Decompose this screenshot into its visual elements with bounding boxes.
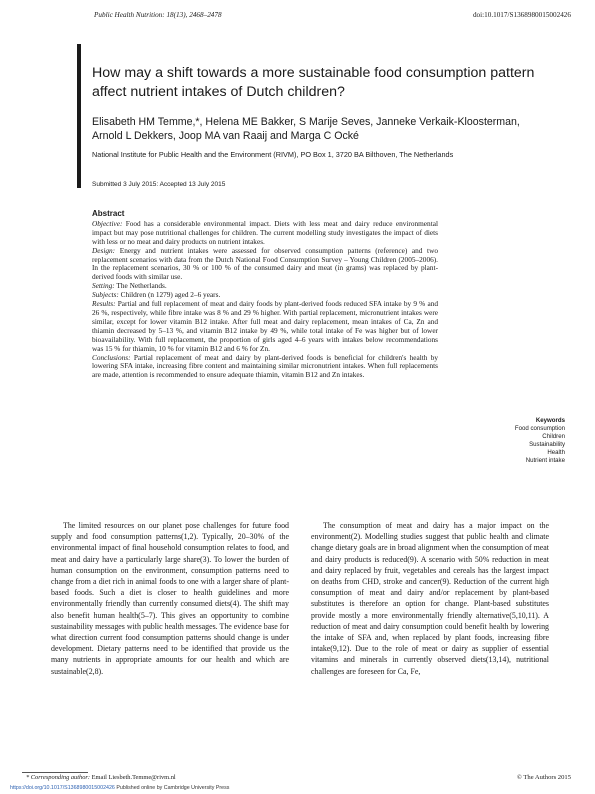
- doi[interactable]: doi:10.1017/S1368980015002426: [472, 11, 571, 19]
- conclusions-label: Conclusions:: [92, 352, 131, 362]
- authors: Elisabeth HM Temme,*, Helena ME Bakker, S Marije Seves, Janneke Verkaik-Kloosterman, Arnold L Dekkers, Joop MA van Raaij and Marga C Ocké: [92, 116, 520, 142]
- submission-dates: Submitted 3 July 2015: Accepted 13 July 2015: [92, 181, 226, 188]
- published-note: Published online by Cambridge University Press: [116, 785, 230, 791]
- subjects-label: Subjects:: [92, 290, 119, 300]
- doi-link[interactable]: https://doi.org/10.1017/S1368980015002426: [10, 785, 115, 791]
- abstract-heading: Abstract: [92, 209, 125, 218]
- article-title: How may a shift towards a more sustainable food consumption pattern affect nutrient intakes of Dutch children?: [92, 65, 535, 100]
- keyword: Food consumption: [514, 425, 565, 432]
- results-text: Partial and full replacement of meat and dairy foods by plant-derived foods reduced SFA intake by 9 % and 26 %, respectively, while fibre intake was 8 % and 29 % higher. With partial replacement, micronutrient intakes were similar, except for lower vitamin B12 intake. After full meat and dairy replacement, mean intakes of Ca, Zn and thiamin decreased by 5–13 %, and vitamin B12 intake by 49 %, while total intake of Fe was higher but of lower bioavailability. With full replacement, the proportion of girls aged 4–6 years with intakes below recommendations was 15 % for thiamin, 10 % for vitamin B12 and 6 % for Zn.: [92, 299, 438, 353]
- footnote-label: * Corresponding author:: [26, 774, 91, 781]
- footnote-email[interactable]: Email Liesbeth.Temme@rivm.nl: [91, 774, 176, 781]
- body-column-right: [311, 520, 549, 677]
- journal-citation: Public Health Nutrition: 18(13), 2468–2478: [94, 11, 222, 19]
- body-column-left: [51, 520, 289, 677]
- copyright: © The Authors 2015: [516, 774, 571, 781]
- keyword: Nutrient intake: [525, 457, 565, 464]
- subjects-text: Children (n 1279) aged 2–6 years.: [120, 290, 221, 300]
- keyword: Health: [547, 449, 565, 456]
- setting-label: Setting:: [92, 281, 115, 291]
- conclusions-text: Partial replacement of meat and dairy by plant-derived foods is beneficial for children's health by lowering SFA intake, increasing fibre content and maintaining similar micronutrient intakes. When full replacements are made, attention is recommended to ensure adequate thiamin, vitamin B12 and Zn intakes.: [92, 352, 439, 380]
- abstract: [92, 210, 438, 380]
- setting-text: The Netherlands.: [116, 281, 167, 291]
- affiliation: National Institute for Public Health and the Environment (RIVM), PO Box 1, 3720 BA Bilthoven, The Netherlands: [92, 150, 454, 159]
- footnote-rule: [22, 772, 88, 773]
- body-paragraph: The consumption of meat and dairy has a major impact on the environment(2). Modelling studies suggest that public health and climate change dietary goals are in broad alignment when the consumption of meat and dairy products is reduced(9). A scenario with 50% reduction in meat and dairy replaced by fruit, vegetables and cereals has the largest impact on deaths from CHD, stroke and cancer(9). Reduction of the current high consumption of meat and dairy and/or replacement by plant-based substitutes is therefore an option for change. Plant-based substitutes provide mostly a more environmentally friendly alternative(5,10,11). A reduction of meat and dairy consumption could benefit health by lowering the intake of SFA and, when replaced by plant foods, increasing fibre intake(9,12). Due to the role of meat or dairy as supplier of essential vitamins and minerals in currently observed diets(13,14), nutritional challenges are foreseen for Ca, Fe,: [311, 521, 549, 676]
- keywords: [515, 417, 565, 465]
- objective-label: Objective:: [92, 218, 123, 228]
- title-bar: [77, 44, 81, 188]
- abstract-body: [92, 220, 438, 380]
- body-paragraph: The limited resources on our planet pose challenges for future food supply and food consumption patterns(1,2). Typically, 20–30% of the environmental impact of final household consumption relates to food, and meat and dairy have a particularly large share(3). To lower the burden of human consumption on the environment, consumption patterns need to change from a diet rich in animal foods to one with a larger share of plant-based foods. Such a diet is closer to health guidelines and more environmentally friendly than currently consumed diets(4). The shift may also benefit human health(5–7). This gives an opportunity to combine sustainability messages with public health messages. The evidence base for what direction current food consumption patterns should change is under development. Dietary patterns need to be identified that provide us the many nutrients in appropriate amounts for our health and which are sustainable(2,8).: [51, 521, 289, 676]
- keyword: Children: [542, 433, 565, 440]
- footnote: [26, 774, 176, 781]
- keywords-heading: Keywords: [535, 417, 565, 424]
- design-label: Design:: [92, 245, 116, 255]
- keyword: Sustainability: [529, 441, 565, 448]
- design-text: Energy and nutrient intakes were assessed for observed consumption patterns (reference) and two replacement scenarios with data from the Dutch National Food Consumption Survey – Young Children (2005–2006). In the replacement scenarios, 30 % or 100 % of the consumed dairy and meat (in grams) was replaced by plant-derived foods with similar use.: [92, 245, 439, 282]
- bottom-line: [10, 785, 229, 791]
- objective-text: Food has a considerable environmental impact. Diets with less meat and dairy reduce environmental impact but may pose nutritional challenges for children. The current modelling study investigates the impact of diets with less or no meat and dairy products on nutrient intakes.: [92, 218, 438, 246]
- results-label: Results:: [92, 299, 116, 309]
